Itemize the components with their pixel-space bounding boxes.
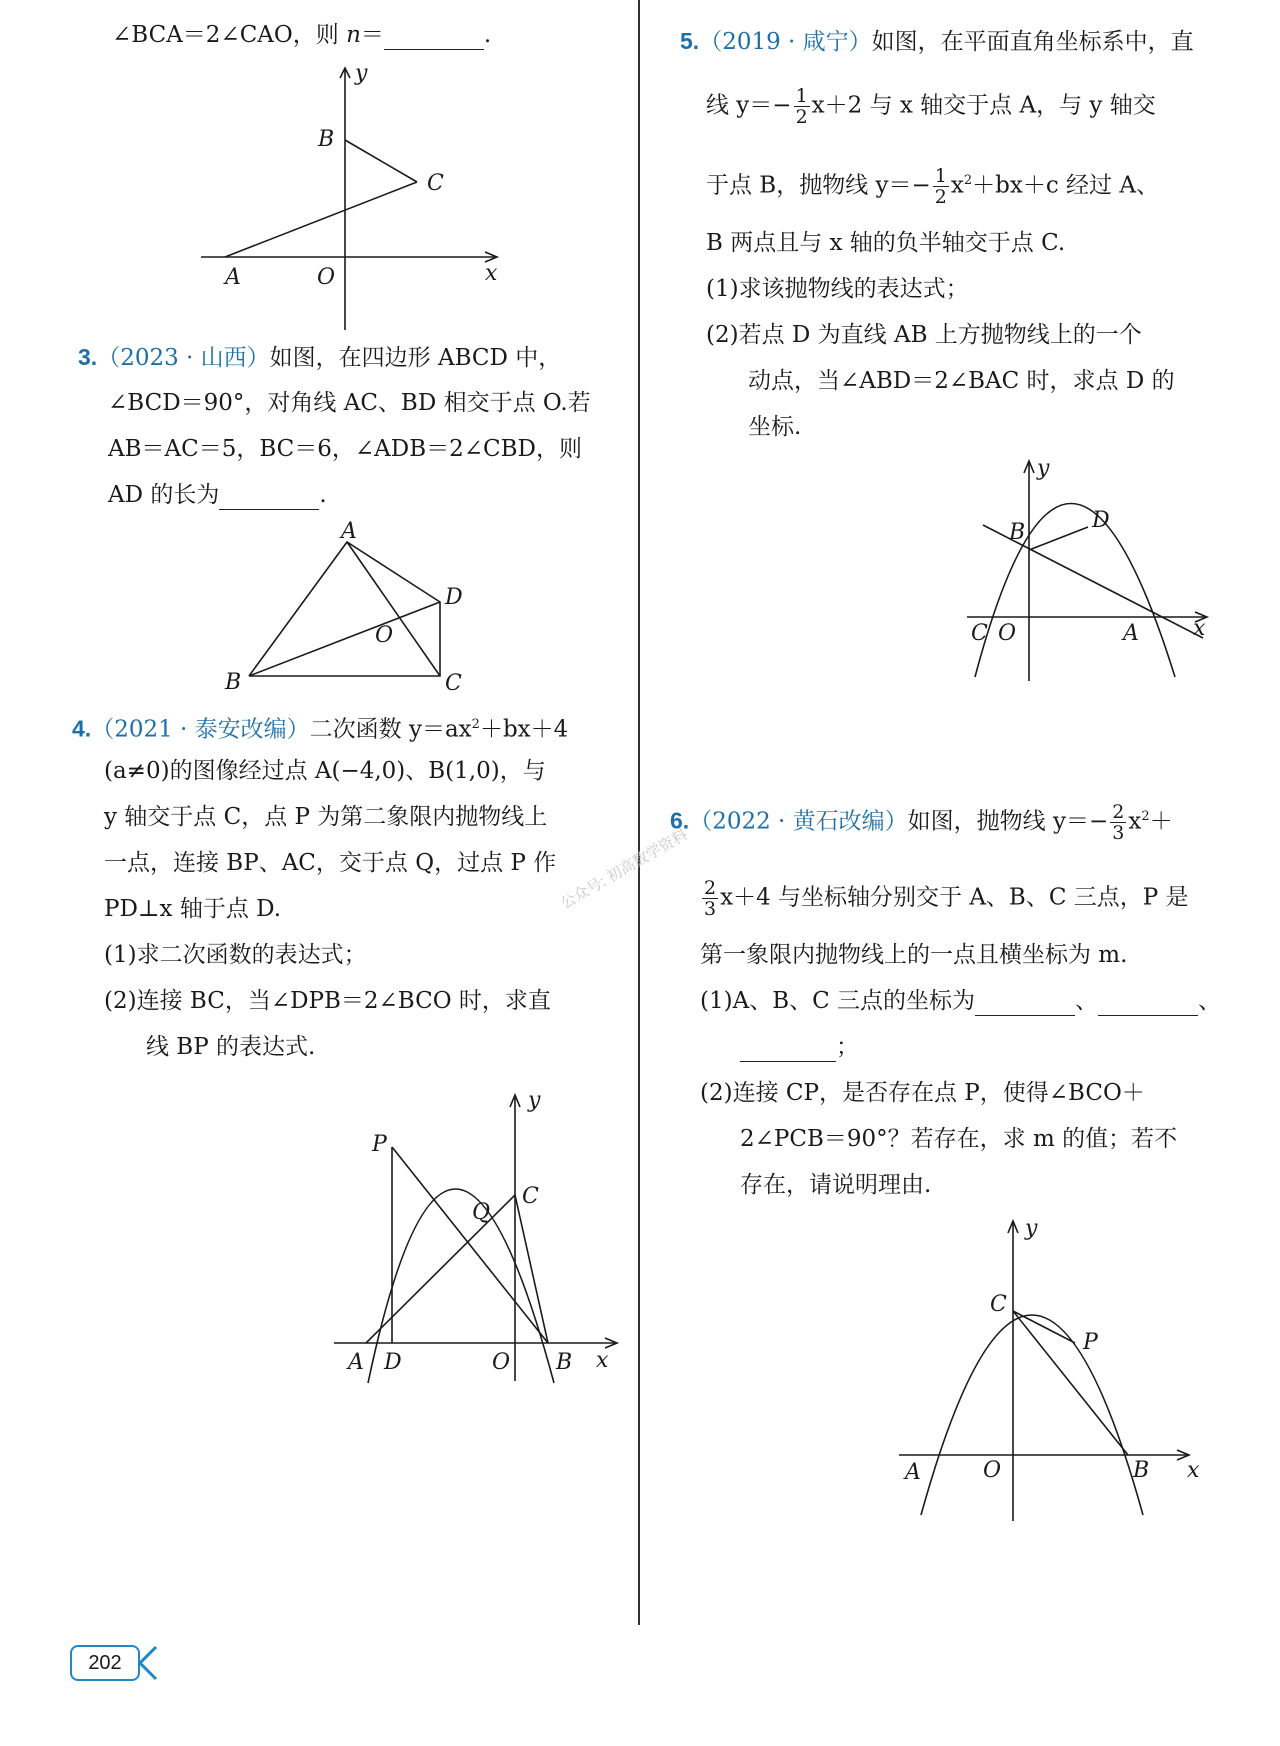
label-c: C — [990, 1292, 1007, 1317]
q2-tail: ∠BCA＝2∠CAO，则 n＝ . — [112, 22, 492, 48]
q6-line3: 第一象限内抛物线上的一点且横坐标为 m. — [700, 942, 1128, 968]
segment-cp — [1013, 1311, 1075, 1343]
q6-line1: 6.（2022 · 黄石改编）如图，抛物线 y＝− $\frac{2}{3}$ $x^2+$ — [670, 801, 1173, 845]
q4-line4: 一点，连接 BP、AC，交于点 Q，过点 P 作 — [104, 850, 557, 876]
q5-line4: B 两点且与 x 轴的负半轴交于点 C. — [706, 230, 1066, 256]
label-y: y — [1025, 1216, 1038, 1241]
fraction-two-thirds: $\frac{2}{3}$ — [1112, 801, 1125, 845]
label-x: x — [1187, 1458, 1200, 1483]
q3-line2: ∠BCD＝90°，对角线 AC、BD 相交于点 O.若 — [108, 390, 591, 416]
answer-blank-c[interactable] — [740, 1061, 836, 1062]
label-o: O — [983, 1458, 1002, 1483]
q4-line3: y 轴交于点 C，点 P 为第二象限内抛物线上 — [104, 804, 548, 830]
label-x: x — [1193, 616, 1206, 641]
column-divider — [638, 0, 640, 1625]
figure-q3 — [225, 519, 475, 696]
label-a: A — [348, 1350, 364, 1375]
q3-line3: AB＝AC＝5，BC＝6，∠ADB＝2∠CBD，则 — [108, 436, 582, 462]
label-a: A — [225, 265, 241, 290]
q4-sub2b: 线 BP 的表达式. — [146, 1034, 316, 1060]
label-d: D — [445, 585, 463, 610]
q4-line5: PD⊥x 轴于点 D. — [104, 896, 282, 922]
fraction-half: $\frac{1}{2}$ — [795, 85, 808, 128]
quad-abdc — [249, 542, 440, 676]
label-b: B — [1009, 520, 1026, 545]
segment-ac — [366, 1195, 515, 1343]
label-y: y — [355, 61, 368, 86]
parabola — [921, 1315, 1143, 1515]
q5-line3: 于点 B，抛物线 y＝− $\frac{1}{2}$ $x^2+bx+c$ 经过 A、 — [706, 165, 1159, 209]
label-b: B — [225, 670, 242, 695]
answer-blank[interactable] — [219, 509, 319, 510]
label-q: Q — [472, 1200, 491, 1225]
label-b: B — [318, 127, 335, 152]
segment-cb — [1013, 1311, 1128, 1455]
q4-line2: (a≠0)的图像经过点 A(−4,0)、B(1,0)，与 — [104, 758, 546, 784]
q6-sub2b: 2∠PCB＝90°？若存在，求 m 的值；若不 — [740, 1126, 1178, 1152]
label-c: C — [445, 671, 462, 696]
label-y: y — [1037, 456, 1050, 481]
label-c: C — [522, 1184, 539, 1209]
label-d: D — [384, 1350, 402, 1375]
page-number-box: 202 — [70, 1645, 140, 1681]
q6-sub2c: 存在，请说明理由. — [740, 1172, 932, 1198]
answer-blank-a[interactable] — [975, 1015, 1075, 1016]
q3-line1: 3.（2023 · 山西）如图，在四边形 ABCD 中， — [78, 344, 562, 371]
q5-sub2b: 动点，当∠ABD＝2∠BAC 时，求点 D 的 — [748, 368, 1175, 394]
segment-bd — [1029, 527, 1088, 550]
fraction-half: $\frac{1}{2}$ — [934, 165, 947, 209]
q5-sub1: (1)求该抛物线的表达式； — [706, 276, 969, 302]
fraction-two-thirds: $\frac{2}{3}$ — [704, 877, 717, 920]
label-y: y — [528, 1088, 541, 1113]
label-c: C — [427, 171, 444, 196]
watermark: 公众号: 初高数学资料 — [557, 826, 691, 913]
label-o: O — [375, 623, 394, 648]
q3-line4: AD 的长为 . — [108, 482, 327, 508]
label-x: x — [596, 1348, 609, 1373]
label-a: A — [905, 1460, 921, 1485]
diagonal-ac — [347, 542, 440, 676]
label-p: P — [1083, 1330, 1098, 1355]
q5-sub2a: (2)若点 D 为直线 AB 上方抛物线上的一个 — [706, 322, 1142, 348]
figure-q4 — [330, 1085, 630, 1385]
diagonal-bd — [249, 602, 440, 676]
q5-line1: 5.（2019 · 咸宁）如图，在平面直角坐标系中，直 — [680, 28, 1194, 55]
q4-sub2a: (2)连接 BC，当∠DPB＝2∠BCO 时，求直 — [104, 988, 551, 1014]
q4-line1: 4.（2021 · 泰安改编）二次函数 $y=ax^2+bx+4$ — [72, 715, 569, 743]
page-chevron-icon — [136, 1645, 160, 1681]
parabola — [975, 504, 1175, 678]
segment-ac — [225, 182, 417, 257]
segment-cb — [515, 1195, 548, 1343]
label-b: B — [556, 1350, 573, 1375]
figure-q2 — [195, 62, 515, 332]
label-b: B — [1133, 1458, 1150, 1483]
figure-q6 — [895, 1215, 1215, 1525]
q6-sub1-cont: ； — [740, 1032, 859, 1062]
figure-q5 — [955, 455, 1235, 685]
q6-sub1: (1)A、B、C 三点的坐标为 、 、 — [700, 988, 1222, 1014]
label-d: D — [1092, 508, 1110, 533]
label-p: P — [372, 1132, 387, 1157]
q6-line2: $\frac{2}{3}$ x＋4 与坐标轴分别交于 A、B、C 三点，P 是 — [704, 877, 1189, 920]
q6-sub2a: (2)连接 CP，是否存在点 P，使得∠BCO＋ — [700, 1080, 1145, 1106]
q5-line2: 线 y＝− $\frac{1}{2}$ x＋2 与 x 轴交于点 A，与 y 轴交 — [706, 85, 1156, 128]
label-a: A — [1123, 621, 1139, 646]
label-o: O — [998, 621, 1017, 646]
answer-blank[interactable] — [384, 49, 484, 50]
label-a: A — [341, 519, 357, 544]
label-c: C — [971, 621, 988, 646]
segment-bc — [345, 140, 417, 182]
page-number — [70, 1645, 156, 1679]
label-o: O — [317, 265, 336, 290]
answer-blank-b[interactable] — [1098, 1015, 1198, 1016]
label-o: O — [492, 1350, 511, 1375]
label-x: x — [485, 261, 498, 286]
q4-sub1: (1)求二次函数的表达式； — [104, 942, 367, 968]
segment-pb — [392, 1147, 548, 1343]
q5-sub2c: 坐标. — [748, 414, 802, 440]
